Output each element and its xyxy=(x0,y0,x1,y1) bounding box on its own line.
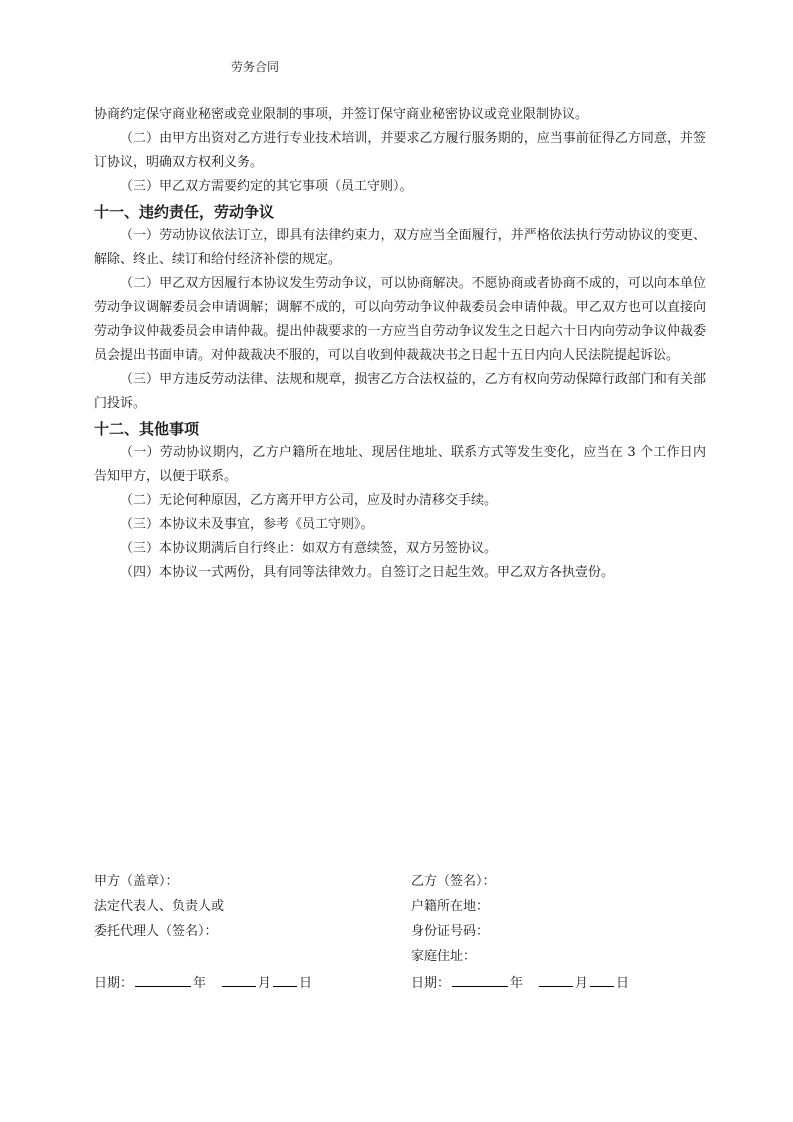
party-b-date-row xyxy=(411,969,629,996)
party-b-id-label: 身份证号码： xyxy=(411,924,490,939)
party-b-signature-label: 乙方（签名）： xyxy=(411,874,496,889)
year-label: 年 xyxy=(193,976,207,991)
month-label: 月 xyxy=(575,976,589,991)
party-a-representative-label: 法定代表人、负责人或 xyxy=(94,899,225,914)
party-a-date-row xyxy=(94,969,312,996)
section-heading-11: 十一、违约责任，劳动争议 xyxy=(94,203,275,221)
party-a-seal-label: 甲方（盖章）： xyxy=(94,874,179,889)
party-a-signature-block xyxy=(94,869,312,996)
party-a-agent-label: 委托代理人（签名）： xyxy=(94,924,218,939)
day-blank[interactable] xyxy=(273,969,297,987)
year-label: 年 xyxy=(510,976,524,991)
paragraph: （三）本协议未及事宜，参考《员工守则》。 xyxy=(120,517,374,532)
paragraph: （一）劳动协议依法订立，即具有法律约束力，双方应当全面履行，并严格依法执行劳动协议的变更、解除、终止、续订和给付经济补偿的规定。 xyxy=(94,228,706,267)
month-label: 月 xyxy=(258,976,272,991)
month-blank[interactable] xyxy=(222,969,256,987)
spacer xyxy=(94,944,312,969)
paragraph: （三）甲乙双方需要约定的其它事项（员工守则）。 xyxy=(120,179,413,194)
contract-body xyxy=(94,103,706,585)
day-label: 日 xyxy=(616,976,630,991)
paragraph: 协商约定保守商业秘密或竞业限制的事项，并签订保守商业秘密协议或竞业限制协议。 xyxy=(94,107,589,122)
paragraph: （三）本协议期满后自行终止：如双方有意续签，双方另签协议。 xyxy=(120,541,498,556)
year-blank[interactable] xyxy=(135,969,191,987)
party-b-address-label: 家庭住址： xyxy=(411,949,477,964)
section-heading-12: 十二、其他事项 xyxy=(94,420,200,438)
paragraph: （三）甲方违反劳动法律、法规和规章，损害乙方合法权益的，乙方有权向劳动保障行政部门和有关部门投诉。 xyxy=(94,372,706,411)
year-blank[interactable] xyxy=(452,969,508,987)
paragraph: （四）本协议一式两份，具有同等法律效力。自签订之日起生效。甲乙双方各执壹份。 xyxy=(120,565,615,580)
paragraph: （二）无论何种原因，乙方离开甲方公司，应及时办清移交手续。 xyxy=(120,493,498,508)
paragraph: （一）劳动协议期内，乙方户籍所在地址、现居住地址、联系方式等发生变化，应当在 3 个工作日内告知甲方，以便于联系。 xyxy=(94,445,706,484)
party-b-household-label: 户籍所在地： xyxy=(411,899,490,914)
party-b-signature-block xyxy=(411,869,629,996)
month-blank[interactable] xyxy=(539,969,573,987)
paragraph: （二）甲乙双方因履行本协议发生劳动争议，可以协商解决。不愿协商或者协商不成的，可以向本单位劳动争议调解委员会申请调解；调解不成的，可以向劳动争议仲裁委员会申请仲裁。甲乙双方也可以直接向劳动争议仲裁委员会申请仲裁。提出仲裁要求的一方应当自劳动争议发生之日起六十日内向劳动争议仲裁委员会提出书面申请。对仲裁裁决不服的，可以自收到仲裁裁决书之日起十五日内向人民法院提起诉讼。 xyxy=(94,276,706,363)
paragraph: （二）由甲方出资对乙方进行专业技术培训，并要求乙方履行服务期的，应当事前征得乙方同意，并签订协议，明确双方权利义务。 xyxy=(94,131,706,170)
page-header-title: 劳务合同 xyxy=(231,60,280,74)
date-label: 日期： xyxy=(411,976,451,991)
date-label: 日期： xyxy=(94,976,134,991)
day-label: 日 xyxy=(299,976,313,991)
day-blank[interactable] xyxy=(590,969,614,987)
